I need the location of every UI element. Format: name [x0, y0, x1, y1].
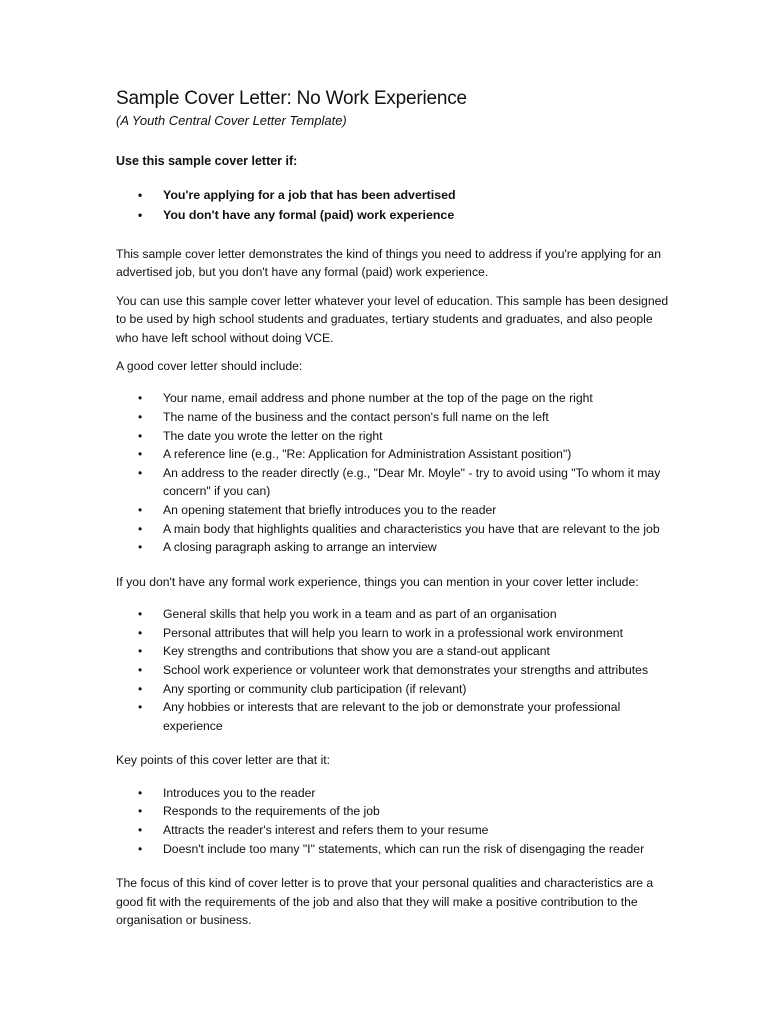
list-item: • Your name, email address and phone number at the top of the page on the right: [116, 389, 676, 408]
list-item: • A closing paragraph asking to arrange an interview: [116, 538, 676, 557]
list-item: • Personal attributes that will help you learn to work in a professional work environment: [116, 624, 676, 643]
include-list: [116, 389, 676, 556]
list-item: • School work experience or volunteer work that demonstrates your strengths and attributes: [116, 661, 676, 680]
include-heading: A good cover letter should include:: [116, 359, 303, 374]
list-item: • Responds to the requirements of the job: [116, 802, 676, 821]
mention-heading: If you don't have any formal work experience, things you can mention in your cover letter include:: [116, 574, 639, 589]
focus-paragraph: The focus of this kind of cover letter is to prove that your personal qualities and characteristics are a good fit with the requirements of the job and also that they will make a positive contribution to the organisation or business.: [116, 876, 654, 927]
education-paragraph: You can use this sample cover letter whatever your level of education. This sample has been designed to be used by high school students and graduates, tertiary students and graduates, and also people who have left school without doing VCE.: [116, 293, 669, 345]
list-item: • Introduces you to the reader: [116, 784, 676, 803]
list-item: • The date you wrote the letter on the right: [116, 427, 676, 446]
list-item: • General skills that help you work in a team and as part of an organisation: [116, 605, 676, 624]
list-item: • An address to the reader directly (e.g., "Dear Mr. Moyle" - try to avoid using "To whom it may concern" if you can): [116, 464, 676, 501]
list-item: • Any hobbies or interests that are relevant to the job or demonstrate your professional experience: [116, 698, 676, 735]
list-item: • An opening statement that briefly introduces you to the reader: [116, 501, 676, 520]
key-points-heading: Key points of this cover letter are that it:: [116, 753, 331, 768]
document-title: Sample Cover Letter: No Work Experience: [116, 88, 467, 109]
list-item: • Attracts the reader's interest and refers them to your resume: [116, 821, 676, 840]
use-if-heading: Use this sample cover letter if:: [116, 154, 298, 168]
use-if-list: [116, 186, 676, 225]
list-item: • Doesn't include too many "I" statements, which can run the risk of disengaging the reader: [116, 840, 676, 859]
list-item: • Key strengths and contributions that show you are a stand-out applicant: [116, 642, 676, 661]
list-item: • Any sporting or community club participation (if relevant): [116, 680, 676, 699]
mention-list: [116, 605, 676, 735]
list-item: • You're applying for a job that has been advertised: [116, 186, 676, 206]
document-subtitle: (A Youth Central Cover Letter Template): [116, 113, 347, 128]
list-item: • A main body that highlights qualities and characteristics you have that are relevant to the job: [116, 520, 676, 539]
list-item: • A reference line (e.g., "Re: Application for Administration Assistant position"): [116, 445, 676, 464]
document-body: [116, 86, 676, 939]
list-item: • You don't have any formal (paid) work experience: [116, 206, 676, 226]
intro-paragraph: This sample cover letter demonstrates the kind of things you need to address if you're applying for an advertised job, but you don't have any formal (paid) work experience.: [116, 247, 661, 280]
list-item: • The name of the business and the contact person's full name on the left: [116, 408, 676, 427]
key-points-list: [116, 784, 676, 858]
